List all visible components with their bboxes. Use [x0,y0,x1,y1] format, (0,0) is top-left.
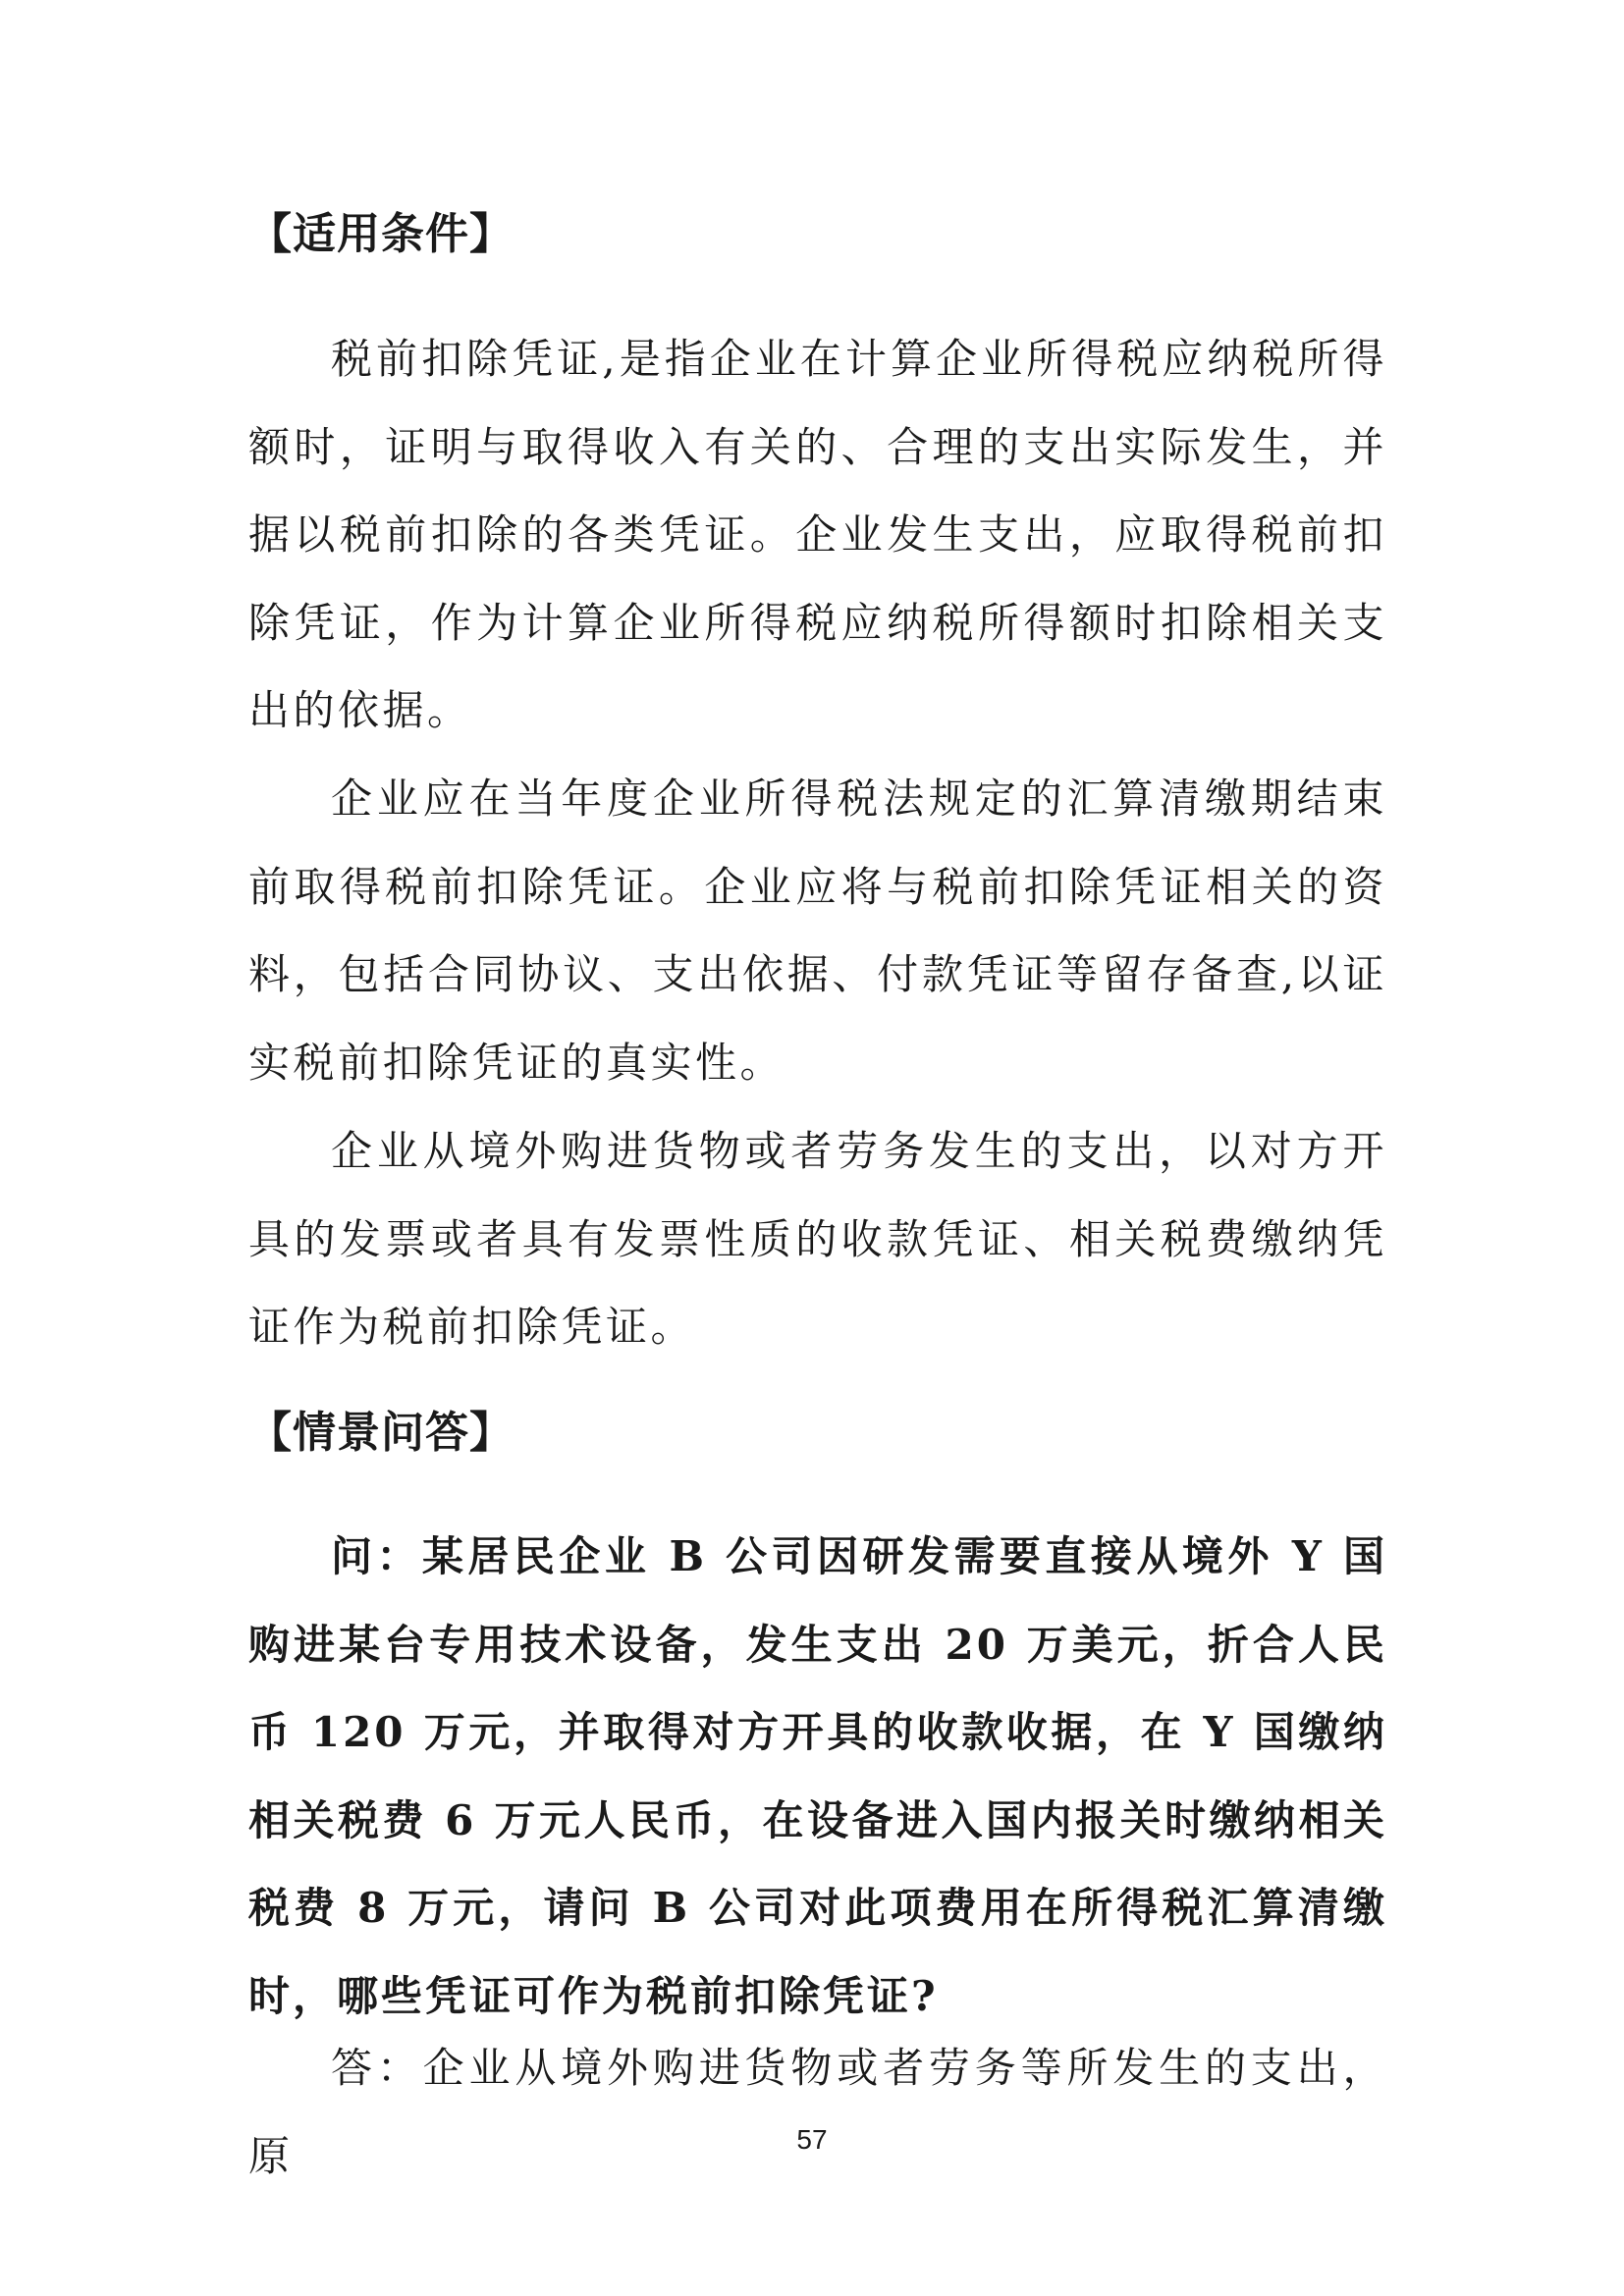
paragraph-overseas-purchase-rule: 企业从境外购进货物或者劳务发生的支出，以对方开具的发票或者具有发票性质的收款凭证、相关税费缴纳凭证作为税前扣除凭证。 [248,1127,1387,1351]
section-heading-scenario-qa: 【情景问答】 [248,1408,514,1458]
qa-answer: 答：企业从境外购进货物或者劳务等所发生的支出，原 [248,2044,1387,2180]
section-heading-applicable-conditions: 【适用条件】 [248,209,514,259]
page-number: 57 [796,2124,828,2155]
qa-question: 问：某居民企业 B 公司因研发需要直接从境外 Y 国购进某台专用技术设备，发生支出 20 万美元，折合人民币 120 万元，并取得对方开具的收款收据，在 Y 国缴纳相关税费 6 万元人民币，在设备进入国内报关时缴纳相关税费 8 万元，请问 B 公司对此项费用在所得税汇算清缴时，哪些凭证可作为税前扣除凭证? [248,1532,1387,2020]
paragraph-deadline-requirement: 企业应在当年度企业所得税法规定的汇算清缴期结束前取得税前扣除凭证。企业应将与税前扣除凭证相关的资料，包括合同协议、支出依据、付款凭证等留存备查,以证实税前扣除凭证的真实性。 [248,774,1387,1087]
paragraph-deduction-voucher-definition: 税前扣除凭证,是指企业在计算企业所得税应纳税所得额时，证明与取得收入有关的、合理的支出实际发生，并据以税前扣除的各类凭证。企业发生支出，应取得税前扣除凭证，作为计算企业所得税应纳税所得额时扣除相关支出的依据。 [248,335,1387,734]
